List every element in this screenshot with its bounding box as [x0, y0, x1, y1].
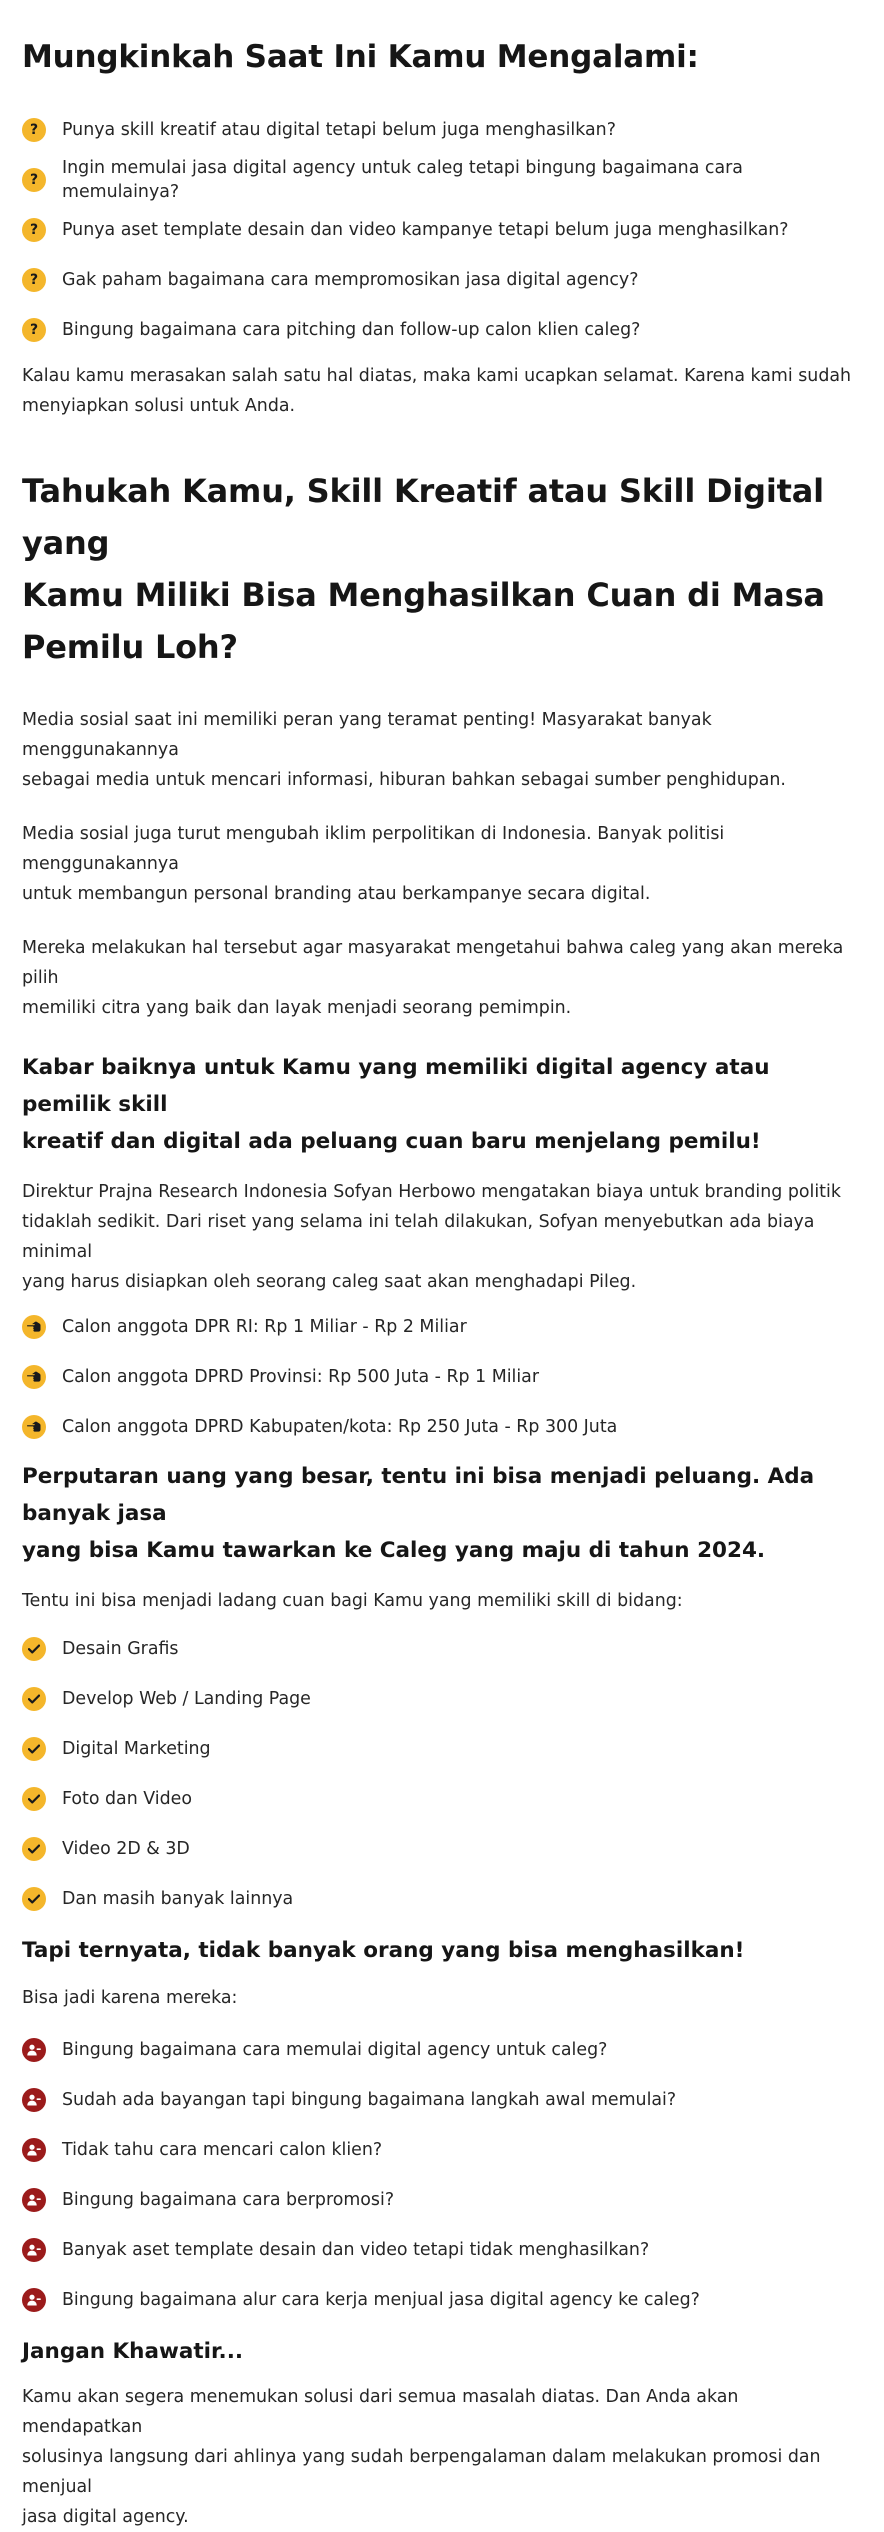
- list-item: Sudah ada bayangan tapi bingung bagaimana langkah awal memulai?: [22, 2075, 862, 2125]
- list-item: Bingung bagaimana alur cara kerja menjual jasa digital agency ke caleg?: [22, 2275, 862, 2325]
- question-icon: ?: [22, 268, 46, 292]
- section2-paragraph-3: Mereka melakukan hal tersebut agar masyarakat mengetahui bahwa caleg yang akan mereka pilih memiliki citra yang baik dan layak menjadi seorang pemimpin.: [22, 938, 844, 1018]
- hand-pointing-icon: [22, 1365, 46, 1389]
- section3-heading: Kabar baiknya untuk Kamu yang memiliki digital agency atau pemilik skill kreatif dan digital ada peluang cuan baru menjelang pemilu!: [22, 1055, 770, 1154]
- section6-paragraph: Kamu akan segera menemukan solusi dari semua masalah diatas. Dan Anda akan mendapatkan solusinya langsung dari ahlinya yang sudah berpengalaman dalam melakukan promosi dan menjual jasa digital agency.: [22, 2387, 821, 2527]
- check-icon: [22, 1687, 46, 1711]
- section2-paragraph-1: Media sosial saat ini memiliki peran yang teramat penting! Masyarakat banyak menggunakannya sebagai media untuk mencari informasi, hiburan bahkan sebagai sumber penghidupan.: [22, 710, 786, 790]
- user-minus-icon: [22, 2138, 46, 2162]
- section1-list: [22, 105, 862, 355]
- list-item: Digital Marketing: [22, 1724, 862, 1774]
- list-item: Banyak aset template desain dan video tetapi tidak menghasilkan?: [22, 2225, 862, 2275]
- user-minus-icon: [22, 2188, 46, 2212]
- list-item: Desain Grafis: [22, 1624, 862, 1674]
- user-minus-icon: [22, 2088, 46, 2112]
- section3-paragraph: Direktur Prajna Research Indonesia Sofyan Herbowo mengatakan biaya untuk branding politik tidaklah sedikit. Dari riset yang selama ini telah dilakukan, Sofyan menyebutkan ada biaya minimal yang harus disiapkan oleh seorang caleg saat akan menghadapi Pileg.: [22, 1182, 841, 1292]
- section5-intro: Bisa jadi karena mereka:: [22, 1988, 238, 2008]
- check-icon: [22, 1737, 46, 1761]
- check-icon: [22, 1887, 46, 1911]
- list-item: ? Ingin memulai jasa digital agency untuk caleg tetapi bingung bagaimana cara memulainya?: [22, 155, 862, 205]
- hand-pointing-icon: [22, 1315, 46, 1339]
- list-item: Calon anggota DPRD Kabupaten/kota: Rp 250 Juta - Rp 300 Juta: [22, 1402, 862, 1452]
- section5-list: [22, 2025, 862, 2325]
- list-item: Video 2D & 3D: [22, 1824, 862, 1874]
- list-item: Calon anggota DPRD Provinsi: Rp 500 Juta - Rp 1 Miliar: [22, 1352, 862, 1402]
- list-item: Develop Web / Landing Page: [22, 1674, 862, 1724]
- section2-paragraph-2: Media sosial juga turut mengubah iklim perpolitikan di Indonesia. Banyak politisi menggunakannya untuk membangun personal branding atau berkampanye secara digital.: [22, 824, 725, 904]
- question-icon: ?: [22, 118, 46, 142]
- list-item: Dan masih banyak lainnya: [22, 1874, 862, 1924]
- check-icon: [22, 1837, 46, 1861]
- list-item: Calon anggota DPR RI: Rp 1 Miliar - Rp 2 Miliar: [22, 1302, 862, 1352]
- user-minus-icon: [22, 2238, 46, 2262]
- section3-list: [22, 1302, 862, 1452]
- section2-heading: Tahukah Kamu, Skill Kreatif atau Skill Digital yang Kamu Miliki Bisa Menghasilkan Cuan di Masa Pemilu Loh?: [22, 472, 825, 666]
- user-minus-icon: [22, 2288, 46, 2312]
- question-icon: ?: [22, 168, 46, 192]
- section4-heading: Perputaran uang yang besar, tentu ini bisa menjadi peluang. Ada banyak jasa yang bisa Kamu tawarkan ke Caleg yang maju di tahun 2024.: [22, 1464, 815, 1563]
- list-item: ? Bingung bagaimana cara pitching dan follow-up calon klien caleg?: [22, 305, 862, 355]
- section6-heading: Jangan Khawatir...: [22, 2339, 244, 2364]
- user-minus-icon: [22, 2038, 46, 2062]
- list-item: ? Punya skill kreatif atau digital tetapi belum juga menghasilkan?: [22, 105, 862, 155]
- check-icon: [22, 1637, 46, 1661]
- check-icon: [22, 1787, 46, 1811]
- list-item: ? Punya aset template desain dan video kampanye tetapi belum juga menghasilkan?: [22, 205, 862, 255]
- list-item: Tidak tahu cara mencari calon klien?: [22, 2125, 862, 2175]
- list-item: Bingung bagaimana cara memulai digital agency untuk caleg?: [22, 2025, 862, 2075]
- question-icon: ?: [22, 318, 46, 342]
- list-item: Foto dan Video: [22, 1774, 862, 1824]
- section1-heading: Mungkinkah Saat Ini Kamu Mengalami:: [22, 39, 699, 75]
- list-item: Bingung bagaimana cara berpromosi?: [22, 2175, 862, 2225]
- section4-list: [22, 1624, 862, 1924]
- list-item: ? Gak paham bagaimana cara mempromosikan jasa digital agency?: [22, 255, 862, 305]
- section1-closing: Kalau kamu merasakan salah satu hal diatas, maka kami ucapkan selamat. Karena kami sudah menyiapkan solusi untuk Anda.: [22, 366, 852, 416]
- hand-pointing-icon: [22, 1415, 46, 1439]
- section5-heading: Tapi ternyata, tidak banyak orang yang bisa menghasilkan!: [22, 1938, 745, 1963]
- section4-intro: Tentu ini bisa menjadi ladang cuan bagi Kamu yang memiliki skill di bidang:: [22, 1591, 683, 1611]
- question-icon: ?: [22, 218, 46, 242]
